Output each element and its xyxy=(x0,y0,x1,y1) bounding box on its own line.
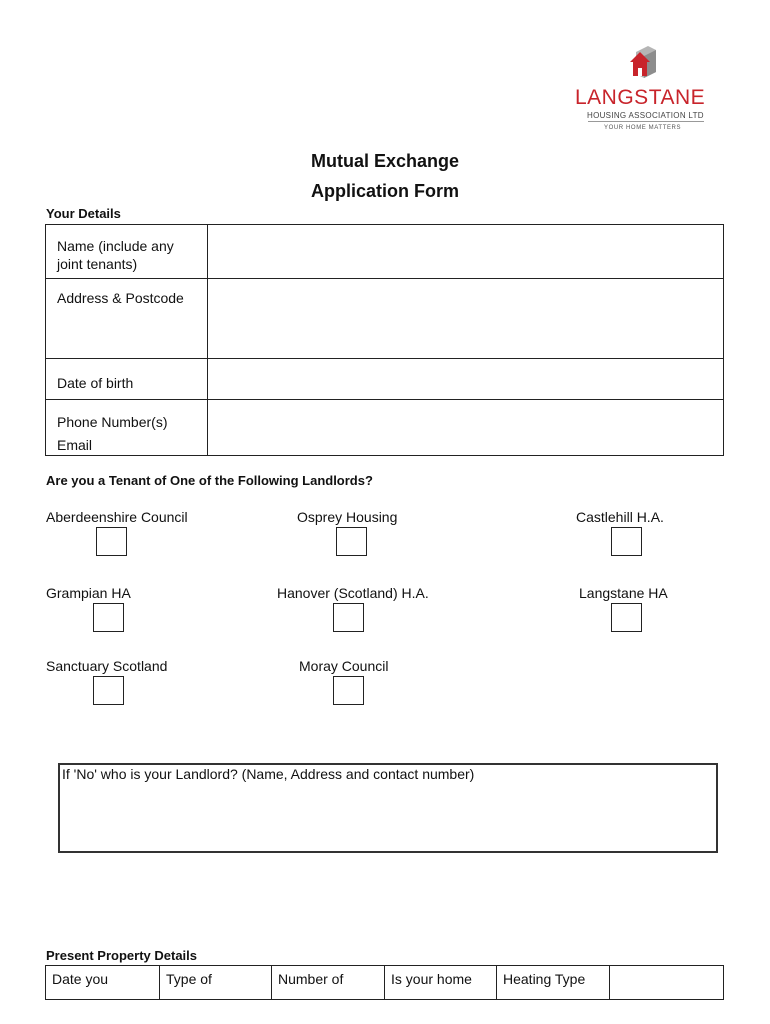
logo-name: LANGSTANE xyxy=(575,86,706,109)
logo-tagline: YOUR HOME MATTERS xyxy=(604,125,682,131)
col-blank xyxy=(610,966,723,999)
form-title-line2: Application Form xyxy=(311,181,459,201)
col-heating: Heating Type xyxy=(497,966,610,999)
checkbox-aberdeenshire[interactable] xyxy=(96,527,127,556)
phone-email-field[interactable] xyxy=(208,400,723,455)
landlord-label-aberdeenshire: Aberdeenshire Council xyxy=(46,509,188,525)
checkbox-langstane[interactable] xyxy=(611,603,642,632)
address-row xyxy=(46,278,723,358)
checkbox-moray[interactable] xyxy=(333,676,364,705)
col-number: Number of xyxy=(272,966,385,999)
form-title-line1: Mutual Exchange xyxy=(310,151,460,171)
col-date: Date you xyxy=(46,966,160,999)
phone-row xyxy=(46,399,723,455)
property-heading: Present Property Details xyxy=(46,948,198,963)
your-details-table xyxy=(45,224,724,456)
landlord-label-osprey: Osprey Housing xyxy=(297,509,398,525)
checkbox-hanover[interactable] xyxy=(333,603,364,632)
checkbox-grampian[interactable] xyxy=(93,603,124,632)
other-landlord-prompt: If 'No' who is your Landlord? (Name, Address and contact number) xyxy=(62,766,475,782)
name-field[interactable] xyxy=(208,225,723,278)
name-label: Name (include any joint tenants) xyxy=(46,225,208,278)
checkbox-osprey[interactable] xyxy=(336,527,367,556)
logo-house-icon xyxy=(628,46,660,80)
landlords-heading: Are you a Tenant of One of the Following Landlords? xyxy=(46,473,373,488)
col-type: Type of xyxy=(160,966,272,999)
checkbox-castlehill[interactable] xyxy=(611,527,642,556)
logo-subtitle: HOUSING ASSOCIATION LTD xyxy=(587,111,704,120)
landlord-label-langstane: Langstane HA xyxy=(579,585,668,601)
other-landlord-field[interactable] xyxy=(58,763,718,853)
checkbox-sanctuary[interactable] xyxy=(93,676,124,705)
property-table-header xyxy=(45,965,724,1000)
landlord-label-grampian: Grampian HA xyxy=(46,585,131,601)
dob-row xyxy=(46,358,723,399)
logo-divider xyxy=(588,121,704,122)
landlord-label-sanctuary: Sanctuary Scotland xyxy=(46,658,168,674)
col-is-home: Is your home xyxy=(385,966,497,999)
landlord-label-castlehill: Castlehill H.A. xyxy=(576,509,664,525)
address-label: Address & Postcode xyxy=(46,279,208,358)
dob-field[interactable] xyxy=(208,359,723,399)
address-field[interactable] xyxy=(208,279,723,358)
landlord-label-moray: Moray Council xyxy=(299,658,389,674)
landlord-label-hanover: Hanover (Scotland) H.A. xyxy=(277,585,429,601)
dob-label: Date of birth xyxy=(46,359,208,399)
your-details-heading: Your Details xyxy=(46,206,121,221)
phone-email-label: Phone Number(s) Email xyxy=(46,400,208,455)
name-row xyxy=(46,225,723,278)
